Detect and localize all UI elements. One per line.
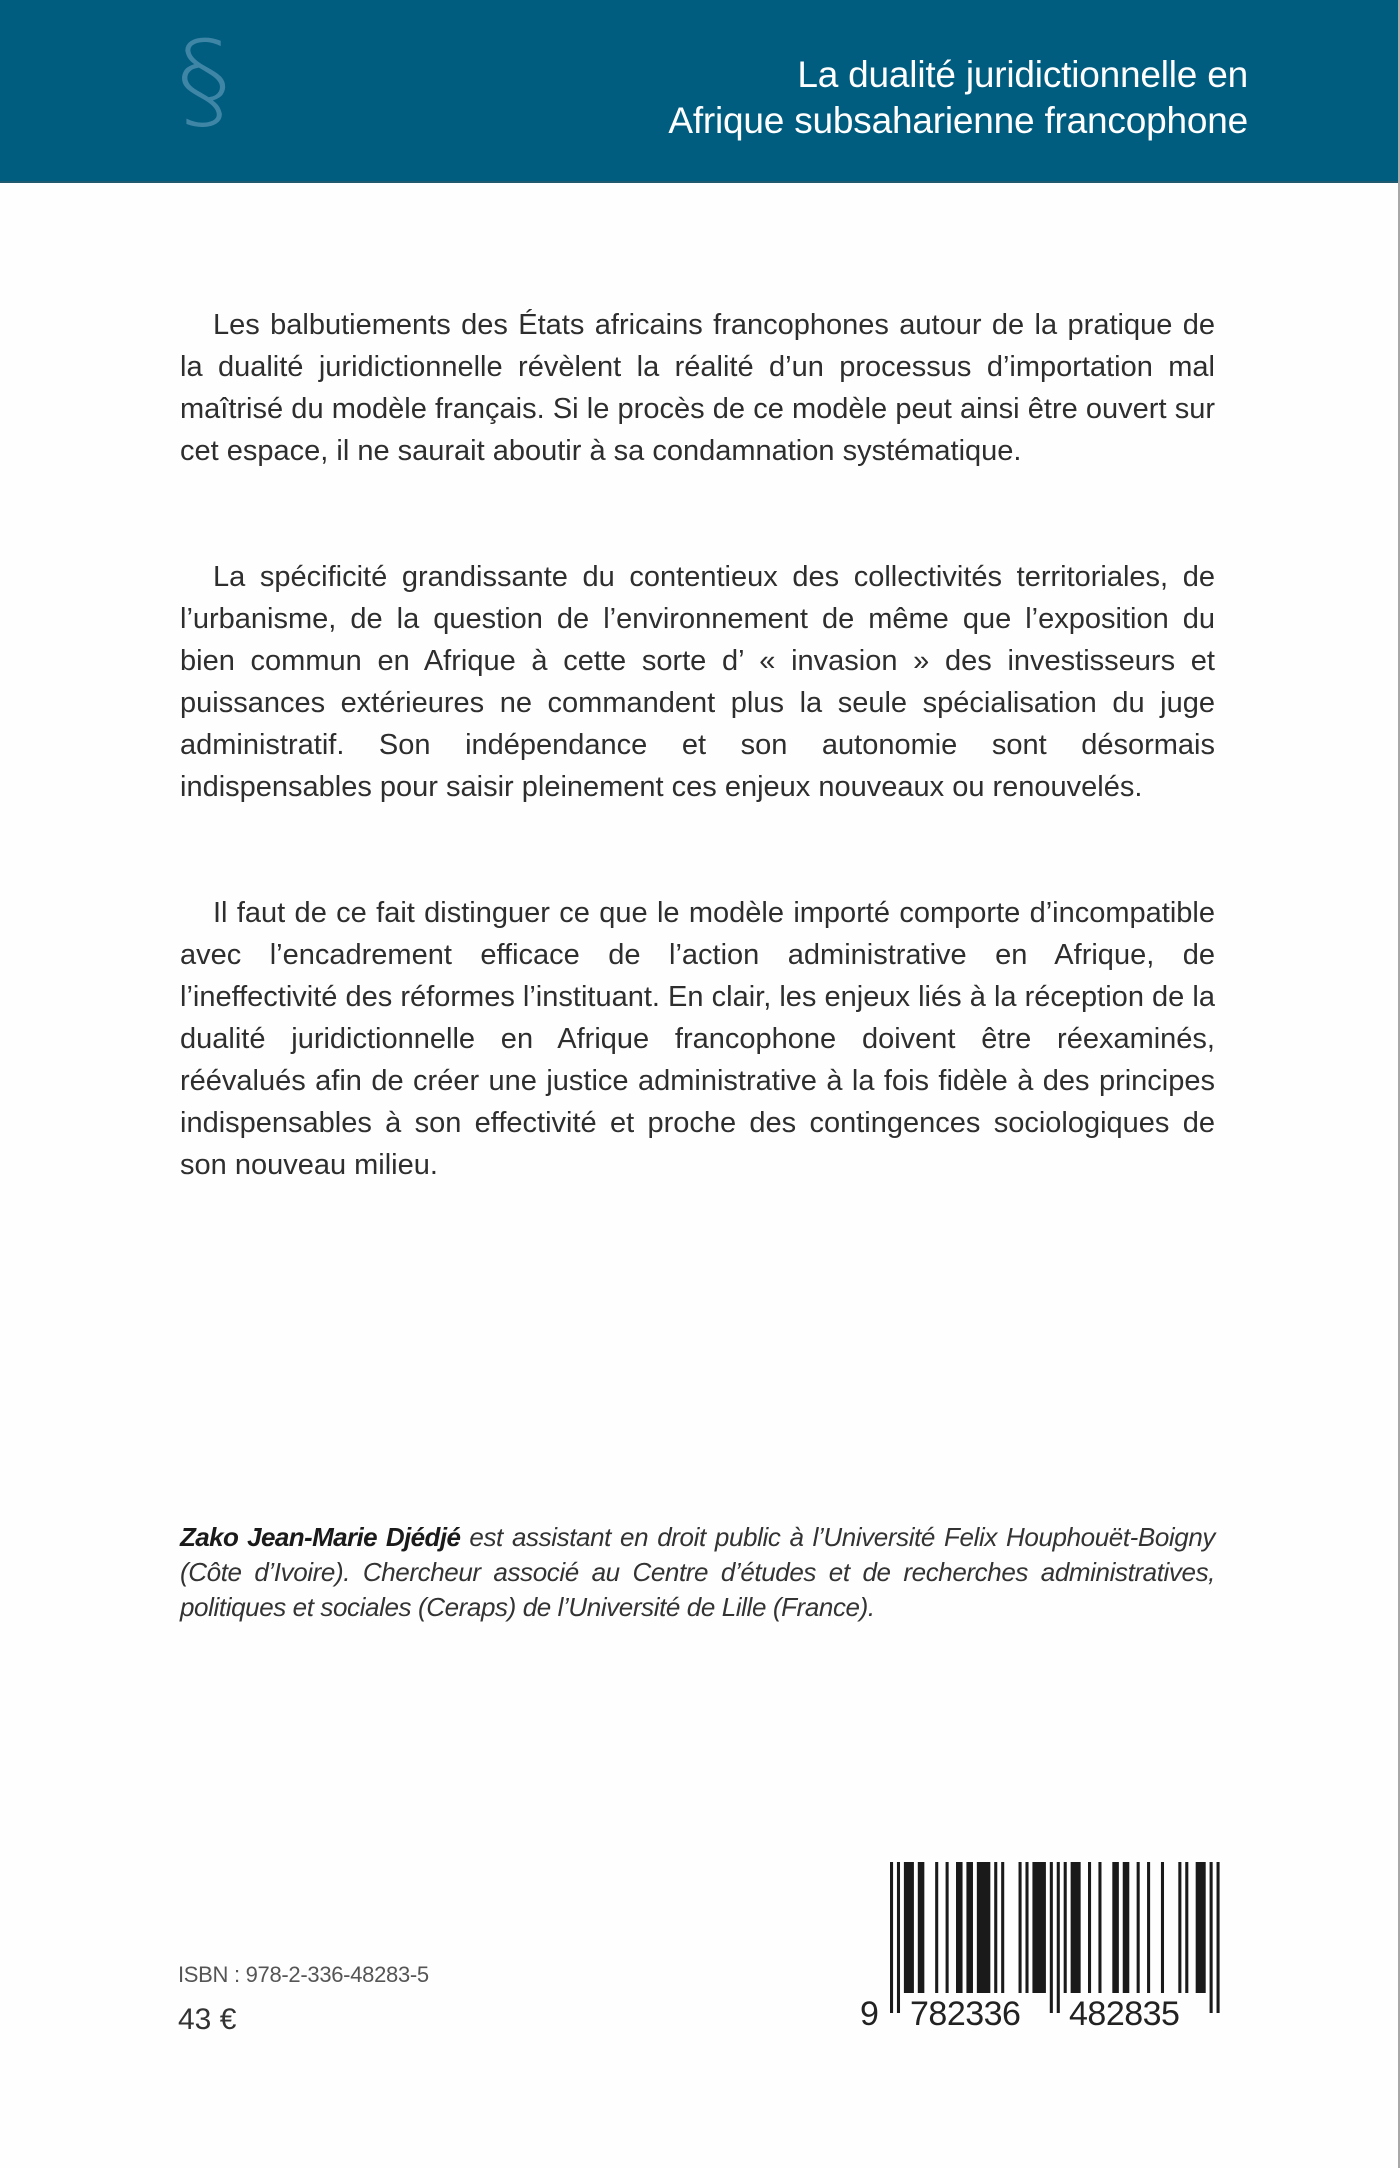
- price-label: 43 €: [178, 2003, 237, 2036]
- barcode-left-digits: 782336: [910, 1995, 1021, 2033]
- barcode-bar: [956, 1862, 963, 1993]
- summary-paragraph-3: [180, 892, 1215, 1186]
- author-name: Zako Jean-Marie Djédjé: [180, 1522, 461, 1552]
- book-title: [668, 52, 1248, 144]
- barcode-guard-bar: [1210, 1862, 1213, 2013]
- author-bio: [180, 1520, 1215, 1625]
- barcode-bar: [1123, 1862, 1130, 1993]
- isbn-label: ISBN : 978-2-336-48283-5: [178, 1962, 429, 1987]
- summary-paragraph-2: [180, 556, 1215, 808]
- summary-paragraph-text: Il faut de ce fait distinguer ce que le modèle importé comporte d’incompatible avec l’encadrement efficace de l’action administrative en Afrique, de l’ineffectivité des réformes l’instituant. En clair, les enjeux liés à la réception de la dualité juridictionnelle en Afrique francophone doivent être réexaminés, réévalués afin de créer une justice administrative à la fois fidèle à des principes indispensables à son effectivité et proche des contingences sociologiques de son nouveau milieu.: [180, 897, 1215, 1181]
- cover-header-band: [0, 0, 1398, 183]
- barcode-bar: [1161, 1862, 1164, 1993]
- barcode-bar: [977, 1862, 990, 1993]
- barcode-first-digit: 9: [860, 1995, 879, 2033]
- barcode-bar: [1185, 1862, 1188, 1993]
- summary-paragraph-text: Les balbutiements des États africains francophones autour de la pratique de la dualité juridictionnelle révèlent la réalité d’un processus d’importation mal maîtrisé du modèle français. Si le procès de ce modèle peut ainsi être ouvert sur cet espace, il ne saurait aboutir à sa condamnation systématique.: [180, 309, 1215, 467]
- section-sign-icon: §: [177, 19, 231, 144]
- barcode-guard-bar: [890, 1862, 893, 2013]
- barcode-bar: [1032, 1862, 1045, 1993]
- barcode-bar: [1147, 1862, 1150, 1993]
- summary-paragraph-text: La spécificité grandissante du contentieux des collectivités territoriales, de l’urbanisme, de la question de l’environnement de même que l’exposition du bien commun en Afrique à cette sorte d’ « invasion » des investisseurs et puissances extérieures ne commandent plus la seule spécialisation du juge administratif. Son indépendance et son autonomie sont désormais indispensables pour saisir pleinement ces enjeux nouveaux ou renouvelés.: [180, 561, 1215, 803]
- author-bio-text: est assistant en droit public à l’Université Felix Houphouët-Boigny (Côte d’Ivoire). Chercheur associé au Centre d’études et de recherches administratives, politiques et sociales (Ceraps) de l’Université de Lille (France).: [180, 1522, 1216, 1622]
- barcode-bar: [1196, 1862, 1206, 1993]
- barcode-guard-bar: [1217, 1862, 1220, 2013]
- barcode-bar: [1178, 1862, 1181, 1993]
- barcode-guard-bar: [1057, 1862, 1060, 2013]
- barcode-bar: [1098, 1862, 1101, 1993]
- barcode-bar: [1001, 1862, 1004, 1993]
- barcode-bar: [1137, 1862, 1140, 1993]
- barcode-bar: [1064, 1862, 1067, 1993]
- barcode-bar: [946, 1862, 949, 1993]
- barcode-guard-bar: [1050, 1862, 1053, 2013]
- book-title-line-1: La dualité juridictionnelle en: [797, 54, 1248, 95]
- barcode-bar: [966, 1862, 973, 1993]
- barcode-bar: [1019, 1862, 1022, 1993]
- barcode-bar: [1088, 1862, 1091, 1993]
- summary-paragraph-1: [180, 304, 1215, 472]
- barcode-right-digits: 482835: [1069, 1995, 1180, 2033]
- barcode-bar: [1112, 1862, 1119, 1993]
- barcode-bar: [1025, 1862, 1028, 1993]
- barcode-bar: [935, 1862, 938, 1993]
- barcode-bar: [918, 1862, 925, 1993]
- book-title-line-2: Afrique subsaharienne francophone: [668, 100, 1248, 141]
- barcode-bar: [904, 1862, 914, 1993]
- barcode-guard-bar: [897, 1862, 900, 2013]
- barcode-bar: [994, 1862, 997, 1993]
- barcode: [850, 1855, 1230, 2045]
- barcode-bar: [1071, 1862, 1081, 1993]
